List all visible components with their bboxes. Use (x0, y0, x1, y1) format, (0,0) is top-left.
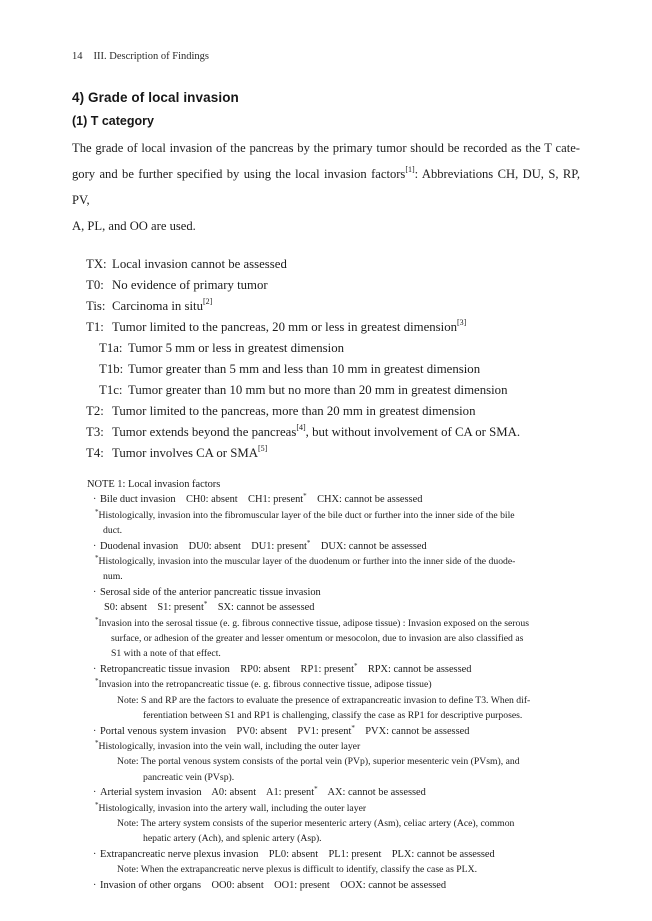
footnote-ref: [4] (296, 423, 306, 432)
page-number: 14 (72, 51, 83, 62)
t-category-list (86, 254, 580, 464)
footnote-ref: [3] (457, 318, 467, 327)
intro-paragraph (72, 135, 580, 239)
t-category-code: T1a: (99, 341, 123, 355)
t-category-row (86, 443, 580, 464)
note-line: hepatic artery (Ach), and splenic artery (Asp). (143, 833, 322, 845)
t-category-row (86, 275, 580, 296)
section-heading: 4) Grade of local invasion (72, 90, 239, 105)
note1-block (87, 477, 580, 893)
note-line: · Portal venous system invasion PV0: absent PV1: present* PVX: cannot be assessed (87, 724, 580, 739)
t-category-code: T4: (86, 446, 104, 460)
note-line: Note: S and RP are the factors to evaluate the presence of extrapancreatic invasion to define T3. When dif- (117, 694, 531, 706)
footnote-ref: [2] (202, 297, 213, 306)
t-category-code: T2: (86, 404, 104, 418)
t-category-row (99, 380, 580, 401)
t-category-text: Tumor 5 mm or less in greatest dimension (128, 341, 344, 355)
t-category-text: Tumor involves CA or SMA[5] (112, 444, 268, 460)
t-category-code: TX: (86, 257, 107, 271)
t-category-row (86, 422, 580, 443)
asterisk-marker: * (303, 492, 307, 501)
note1-lines (87, 492, 580, 893)
note-line: *Invasion into the retropancreatic tissue (e. g. fibrous connective tissue, adipose tissue) (95, 677, 432, 691)
note-line: Note: The portal venous system consists of the portal vein (PVp), superior mesenteric vein (PVsm), and (117, 756, 520, 768)
bullet-icon: · (93, 787, 97, 799)
note-line: num. (103, 571, 123, 583)
t-category-code: Tis: (86, 299, 106, 313)
t-category-row (86, 317, 580, 338)
note-line: · Duodenal invasion DU0: absent DU1: present* DUX: cannot be assessed (87, 539, 580, 554)
t-category-code: T1c: (99, 383, 123, 397)
t-category-code: T1b: (99, 362, 124, 376)
bullet-icon: · (93, 879, 97, 891)
note-line: *Invasion into the serosal tissue (e. g. fibrous connective tissue, adipose tissue) : Invasion exposed on the serous (95, 615, 529, 629)
running-header (72, 50, 580, 63)
note-line: Note: The artery system consists of the superior mesenteric artery (Asm), celiac artery (Ace), common (117, 817, 515, 829)
paragraph-line: gory and be further specified by using the local invasion factors[1]: Abbreviations CH, DU, S, RP, PV, (72, 165, 581, 207)
note-line: *Histologically, invasion into the vein wall, including the outer layer (95, 738, 361, 752)
asterisk-marker: * (351, 723, 355, 732)
note-line: *Histologically, invasion into the fibromuscular layer of the bile duct or further into the inner side of the bile (95, 507, 515, 521)
t-category-row (99, 359, 580, 380)
footnote-ref: [1] (405, 165, 415, 174)
t-category-row (86, 296, 580, 317)
t-category-code: T3: (86, 425, 104, 439)
running-title: III. Description of Findings (93, 51, 209, 62)
note-line: · Invasion of other organs OO0: absent OO1: present OOX: cannot be assessed (87, 878, 580, 893)
bullet-icon: · (93, 540, 97, 552)
note-line: Note: When the extrapancreatic nerve plexus is difficult to identify, classify the case as PLX. (117, 864, 478, 876)
asterisk-marker: * (95, 615, 99, 624)
t-category-text: Tumor greater than 5 mm and less than 10 mm in greatest dimension (128, 362, 481, 376)
bullet-icon: · (93, 494, 97, 506)
asterisk-marker: * (95, 677, 99, 686)
note-line: · Serosal side of the anterior pancreatic tissue invasion (87, 585, 580, 600)
note-line: · Bile duct invasion CH0: absent CH1: present* CHX: cannot be assessed (87, 492, 580, 507)
t-category-text: Tumor greater than 10 mm but no more than 20 mm in greatest dimension (128, 383, 508, 397)
asterisk-marker: * (203, 600, 208, 609)
t-category-row (86, 254, 580, 275)
t-category-text: Tumor extends beyond the pancreas[4], but without involvement of CA or SMA. (112, 423, 521, 439)
asterisk-marker: * (314, 785, 318, 794)
t-category-text: Carcinoma in situ[2] (112, 297, 213, 313)
t-category-text: No evidence of primary tumor (112, 278, 268, 292)
bullet-icon: · (93, 848, 97, 860)
asterisk-marker: * (95, 507, 99, 516)
asterisk-marker: * (95, 738, 99, 747)
paragraph-line: A, PL, and OO are used. (72, 219, 196, 233)
t-category-row (99, 338, 580, 359)
note-line: · Extrapancreatic nerve plexus invasion PL0: absent PL1: present PLX: cannot be assessed (87, 847, 580, 862)
note-line: *Histologically, invasion into the muscular layer of the duodenum or further into the inner side of the duode- (95, 554, 516, 568)
t-category-text: Local invasion cannot be assessed (112, 257, 287, 271)
note-line: · Arterial system invasion A0: absent A1: present* AX: cannot be assessed (87, 785, 580, 800)
t-category-text: Tumor limited to the pancreas, 20 mm or less in greatest dimension[3] (112, 318, 467, 334)
note-line: *Histologically, invasion into the artery wall, including the outer layer (95, 800, 367, 814)
bullet-icon: · (93, 725, 97, 737)
note-line: surface, or adhesion of the greater and lesser omentum or mesocolon, due to invasion are also classified as (111, 633, 524, 645)
subsection-heading: (1) T category (72, 114, 154, 128)
note1-title: NOTE 1: Local invasion factors (87, 479, 221, 490)
note-line: S0: absent S1: present* SX: cannot be assessed (104, 600, 315, 614)
footnote-ref: [5] (258, 444, 268, 453)
bullet-icon: · (93, 586, 97, 598)
asterisk-marker: * (95, 800, 99, 809)
paragraph-line: The grade of local invasion of the pancreas by the primary tumor should be recorded as the T cate- (72, 141, 580, 155)
note-line: duct. (103, 525, 123, 537)
bullet-icon: · (93, 663, 97, 675)
t-category-row (86, 401, 580, 422)
t-category-code: T1: (86, 320, 104, 334)
asterisk-marker: * (95, 554, 99, 563)
asterisk-marker: * (306, 538, 311, 547)
t-category-text: Tumor limited to the pancreas, more than 20 mm in greatest dimension (112, 404, 476, 418)
note-line: pancreatic vein (PVsp). (143, 771, 235, 783)
note-line: S1 with a note of that effect. (111, 648, 221, 660)
note-line: · Retropancreatic tissue invasion RP0: absent RP1: present* RPX: cannot be assessed (87, 662, 580, 677)
note-line: ferentiation between S1 and RP1 is challenging, classify the case as RP1 for descriptive purposes. (143, 710, 523, 722)
asterisk-marker: * (353, 661, 358, 670)
t-category-code: T0: (86, 278, 104, 292)
